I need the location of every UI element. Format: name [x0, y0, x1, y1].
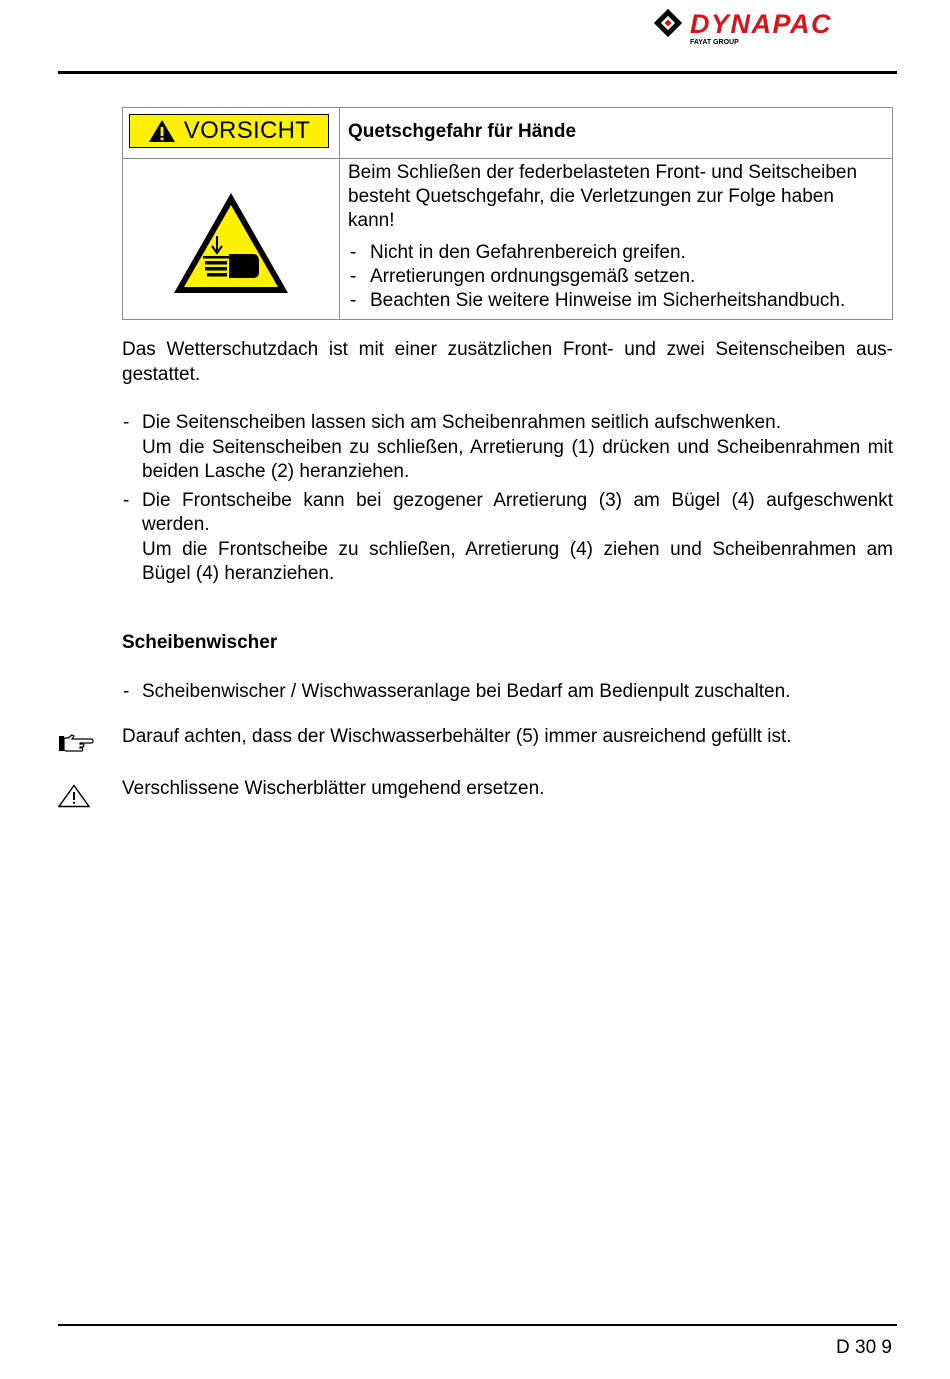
brand-subtitle: FAYAT GROUP [690, 39, 739, 46]
note-text: Darauf achten, dass der Wischwasserbehälter (5) immer ausreichend gefüllt ist. [122, 726, 792, 747]
header-rule [58, 71, 897, 74]
page-number: D 30 9 [836, 1337, 892, 1358]
step-detail: Um die Seitenscheiben zu schließen, Arretierung (1) drücken und Scheibenrahmen mit beiden Lasche (2) heranziehen. [142, 436, 893, 482]
warning-title: Quetschgefahr für Hände [340, 108, 893, 159]
safety-warning-table [122, 107, 893, 320]
warning-instruction: - Beachten Sie weitere Hinweise im Sicherheitshandbuch. [348, 289, 884, 313]
caution-text: Verschlissene Wischerblätter umgehend ersetzen. [122, 778, 545, 799]
window-steps [122, 411, 893, 591]
signal-word-label [129, 114, 329, 148]
intro-text: Das Wetterschutzdach ist mit einer zusätzlichen Front- und zwei Seitenscheiben ausgestattet. [122, 339, 893, 385]
caution-paragraph [122, 777, 893, 802]
warning-body [340, 159, 893, 320]
dynapac-logo [652, 8, 900, 46]
signal-word-text: VORSICHT [183, 117, 311, 144]
hand-crush-hazard-icon [171, 190, 291, 296]
warning-triangle-icon [148, 119, 176, 143]
step-text: - Die Seitenscheiben lassen sich am Scheibenrahmen seitlich aufschwenken. [142, 412, 781, 433]
hazard-icon-cell [123, 159, 340, 320]
list-item [122, 411, 893, 485]
list-item: - Scheibenwischer / Wischwasseranlage bei Bedarf am Bedienpult zuschalten. [122, 680, 893, 705]
list-item [122, 489, 893, 587]
warning-description: Beim Schließen der federbelasteten Front- und Seitscheiben besteht Quetschgefahr, die Verletzungen zur Folge haben kann! [348, 162, 858, 231]
intro-paragraph [122, 338, 893, 387]
warning-instructions [348, 241, 884, 313]
note-paragraph [122, 725, 893, 750]
pointing-hand-icon [58, 733, 94, 758]
signal-word-cell [123, 108, 340, 159]
wiper-steps [122, 680, 893, 705]
caution-triangle-icon [58, 784, 90, 813]
step-detail: Um die Frontscheibe zu schließen, Arretierung (4) ziehen und Scheibenrahmen am Bügel (4) heranziehen. [142, 538, 893, 584]
warning-instruction: - Arretierungen ordnungsgemäß setzen. [348, 265, 884, 289]
step-text: - Die Frontscheibe kann bei gezogener Arretierung (3) am Bügel (4) aufgeschwenkt werden. [142, 489, 893, 535]
brand-name: DYNAPAC [690, 9, 833, 39]
section-heading: Scheibenwischer [122, 632, 278, 653]
footer-rule [58, 1324, 897, 1326]
warning-instruction: - Nicht in den Gefahrenbereich greifen. [348, 241, 884, 265]
